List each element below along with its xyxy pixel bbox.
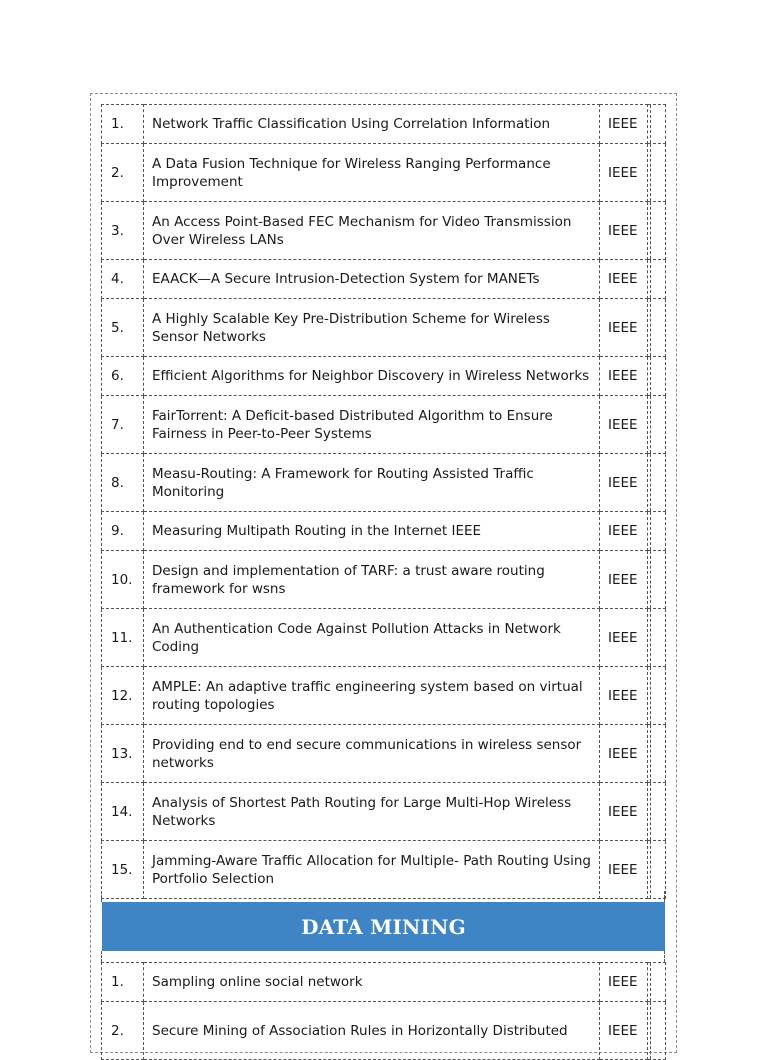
source-label: IEEE bbox=[600, 202, 648, 260]
row-end-cell bbox=[648, 396, 666, 454]
project-title: FairTorrent: A Deficit-based Distributed Algorithm to Ensure Fairness in Peer-to-Peer Systems bbox=[144, 396, 600, 454]
table-row bbox=[102, 105, 666, 144]
source-label: IEEE bbox=[600, 609, 648, 667]
source-label: IEEE bbox=[600, 454, 648, 512]
row-number: 3. bbox=[102, 202, 144, 260]
table-row bbox=[102, 144, 666, 202]
row-end-cell bbox=[648, 667, 666, 725]
project-title: Measu-Routing: A Framework for Routing Assisted Traffic Monitoring bbox=[144, 454, 600, 512]
row-end-cell bbox=[648, 454, 666, 512]
project-title: Providing end to end secure communications in wireless sensor networks bbox=[144, 725, 600, 783]
row-end-cell bbox=[648, 963, 666, 1002]
row-number: 2. bbox=[102, 144, 144, 202]
row-end-cell bbox=[648, 725, 666, 783]
source-label: IEEE bbox=[600, 783, 648, 841]
row-end-cell bbox=[648, 1002, 666, 1060]
project-title: Design and implementation of TARF: a trust aware routing framework for wsns bbox=[144, 551, 600, 609]
project-table-data-mining bbox=[101, 962, 666, 1060]
source-label: IEEE bbox=[600, 144, 648, 202]
table-row bbox=[102, 299, 666, 357]
table-gap bbox=[101, 951, 665, 962]
source-label: IEEE bbox=[600, 299, 648, 357]
row-number: 5. bbox=[102, 299, 144, 357]
section-heading-data-mining bbox=[102, 902, 665, 951]
source-label: IEEE bbox=[600, 396, 648, 454]
table-row bbox=[102, 609, 666, 667]
project-title: Efficient Algorithms for Neighbor Discovery in Wireless Networks bbox=[144, 357, 600, 396]
project-title: EAACK—A Secure Intrusion-Detection System for MANETs bbox=[144, 260, 600, 299]
row-number: 1. bbox=[102, 963, 144, 1002]
table-row bbox=[102, 841, 666, 899]
row-number: 11. bbox=[102, 609, 144, 667]
table-row bbox=[102, 202, 666, 260]
row-number: 12. bbox=[102, 667, 144, 725]
row-end-cell bbox=[648, 512, 666, 551]
table-row bbox=[102, 1002, 666, 1060]
row-end-cell bbox=[648, 551, 666, 609]
table-row bbox=[102, 551, 666, 609]
row-number: 13. bbox=[102, 725, 144, 783]
row-end-cell bbox=[648, 841, 666, 899]
row-number: 2. bbox=[102, 1002, 144, 1060]
table-row bbox=[102, 725, 666, 783]
project-title: Sampling online social network bbox=[144, 963, 600, 1002]
section-heading-text: DATA MINING bbox=[301, 914, 466, 939]
table-row bbox=[102, 260, 666, 299]
source-label: IEEE bbox=[600, 551, 648, 609]
table-row bbox=[102, 454, 666, 512]
source-label: IEEE bbox=[600, 841, 648, 899]
source-label: IEEE bbox=[600, 1002, 648, 1060]
project-title: An Authentication Code Against Pollution Attacks in Network Coding bbox=[144, 609, 600, 667]
table-row bbox=[102, 783, 666, 841]
source-label: IEEE bbox=[600, 512, 648, 551]
row-number: 9. bbox=[102, 512, 144, 551]
row-number: 6. bbox=[102, 357, 144, 396]
row-end-cell bbox=[648, 357, 666, 396]
table-row bbox=[102, 512, 666, 551]
table-row bbox=[102, 963, 666, 1002]
table-row bbox=[102, 357, 666, 396]
table-gap bbox=[101, 891, 665, 902]
source-label: IEEE bbox=[600, 963, 648, 1002]
source-label: IEEE bbox=[600, 667, 648, 725]
project-title: Jamming-Aware Traffic Allocation for Multiple- Path Routing Using Portfolio Selection bbox=[144, 841, 600, 899]
source-label: IEEE bbox=[600, 357, 648, 396]
table-row bbox=[102, 396, 666, 454]
project-title: Network Traffic Classification Using Correlation Information bbox=[144, 105, 600, 144]
project-title: Measuring Multipath Routing in the Internet IEEE bbox=[144, 512, 600, 551]
row-number: 7. bbox=[102, 396, 144, 454]
project-title: A Data Fusion Technique for Wireless Ranging Performance Improvement bbox=[144, 144, 600, 202]
row-end-cell bbox=[648, 299, 666, 357]
row-number: 8. bbox=[102, 454, 144, 512]
project-title: A Highly Scalable Key Pre-Distribution Scheme for Wireless Sensor Networks bbox=[144, 299, 600, 357]
row-number: 1. bbox=[102, 105, 144, 144]
project-title: Analysis of Shortest Path Routing for Large Multi-Hop Wireless Networks bbox=[144, 783, 600, 841]
project-title: Secure Mining of Association Rules in Horizontally Distributed bbox=[144, 1002, 600, 1060]
project-table-networking bbox=[101, 104, 666, 899]
project-title: AMPLE: An adaptive traffic engineering system based on virtual routing topologies bbox=[144, 667, 600, 725]
row-end-cell bbox=[648, 260, 666, 299]
row-end-cell bbox=[648, 144, 666, 202]
row-end-cell bbox=[648, 783, 666, 841]
row-end-cell bbox=[648, 105, 666, 144]
project-title: An Access Point-Based FEC Mechanism for Video Transmission Over Wireless LANs bbox=[144, 202, 600, 260]
source-label: IEEE bbox=[600, 105, 648, 144]
source-label: IEEE bbox=[600, 260, 648, 299]
source-label: IEEE bbox=[600, 725, 648, 783]
table-row bbox=[102, 667, 666, 725]
row-number: 10. bbox=[102, 551, 144, 609]
row-number: 14. bbox=[102, 783, 144, 841]
row-end-cell bbox=[648, 609, 666, 667]
row-number: 15. bbox=[102, 841, 144, 899]
row-end-cell bbox=[648, 202, 666, 260]
row-number: 4. bbox=[102, 260, 144, 299]
